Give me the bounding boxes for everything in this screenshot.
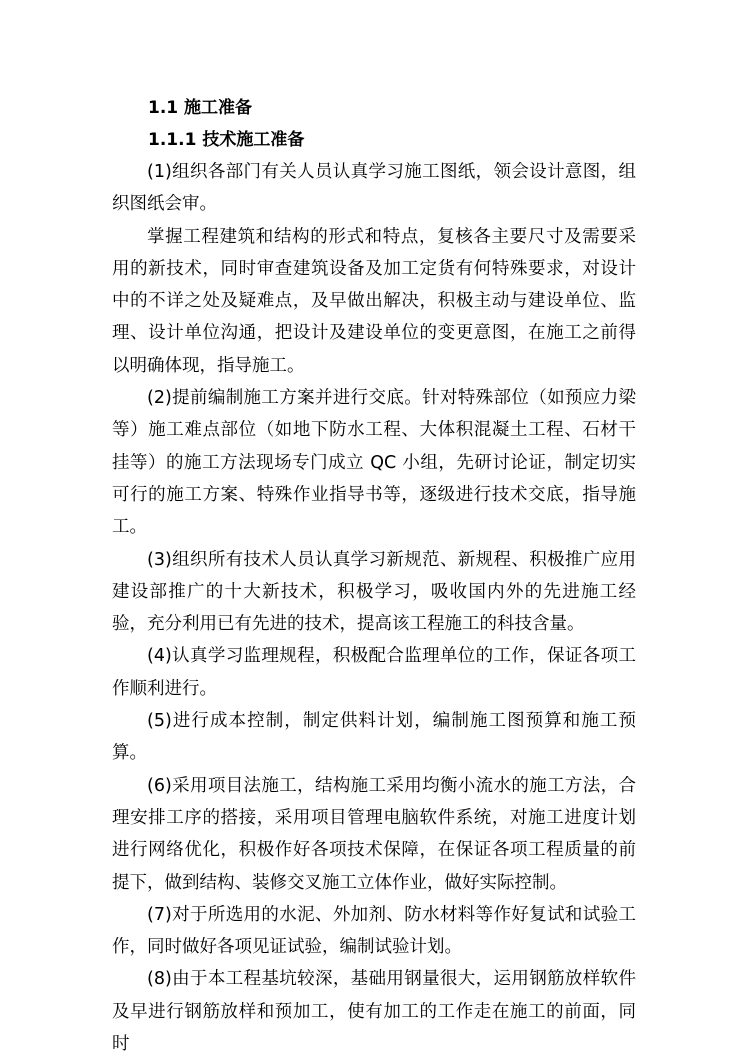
section-heading: 1.1 施工准备 [148,98,253,118]
paragraph-6: (5)进行成本控制，制定供料计划，编制施工图预算和施工预算。 [112,711,636,764]
paragraph-8: (7)对于所选用的水泥、外加剂、防水材料等作好复试和试验工作，同时做好各项见证试验，编制试验计划。 [112,904,636,958]
paragraph-7: (6)采用项目法施工，结构施工采用均衡小流水的施工方法，合理安排工序的搭接，采用项目管理电脑软件系统，对施工进度计划进行网络优化，积极作好各项技术保障，在保证各项工程质量的前提下，做到结构、装修交叉施工立体作业，做好实际控制。 [112,775,636,893]
paragraph-9: (8)由于本工程基坑较深，基础用钢量很大，运用钢筋放样软件及早进行钢筋放样和预加工，使有加工的工作走在施工的前面，同时 [112,969,636,1055]
paragraph-5: (4)认真学习监理规程，积极配合监理单位的工作，保证各项工作顺利进行。 [112,646,636,699]
paragraph-2: 掌握工程建筑和结构的形式和特点，复核各主要尺寸及需要采用的新技术，同时审查建筑设备及加工定货有何特殊要求，对设计中的不详之处及疑难点，及早做出解决，积极主动与建设单位、监理、设计单位沟通，把设计及建设单位的变更意图，在施工之前得以明确体现，指导施工。 [112,226,636,376]
paragraph-4: (3)组织所有技术人员认真学习新规范、新规程、积极推广应用建设部推广的十大新技术，积极学习，吸收国内外的先进施工经验，充分利用已有先进的技术，提高该工程施工的科技含量。 [112,549,636,635]
subsection-heading: 1.1.1 技术施工准备 [148,130,305,150]
paragraph-1: (1)组织各部门有关人员认真学习施工图纸，领会设计意图，组织图纸会审。 [112,162,636,215]
document-body [112,92,636,1060]
paragraph-3: (2)提前编制施工方案并进行交底。针对特殊部位（如预应力梁等）施工难点部位（如地下防水工程、大体积混凝土工程、石材干挂等）的施工方法现场专门成立 QC 小组，先研讨论证，制定切实可行的施工方案、特殊作业指导书等，逐级进行技术交底，指导施工。 [112,388,636,538]
